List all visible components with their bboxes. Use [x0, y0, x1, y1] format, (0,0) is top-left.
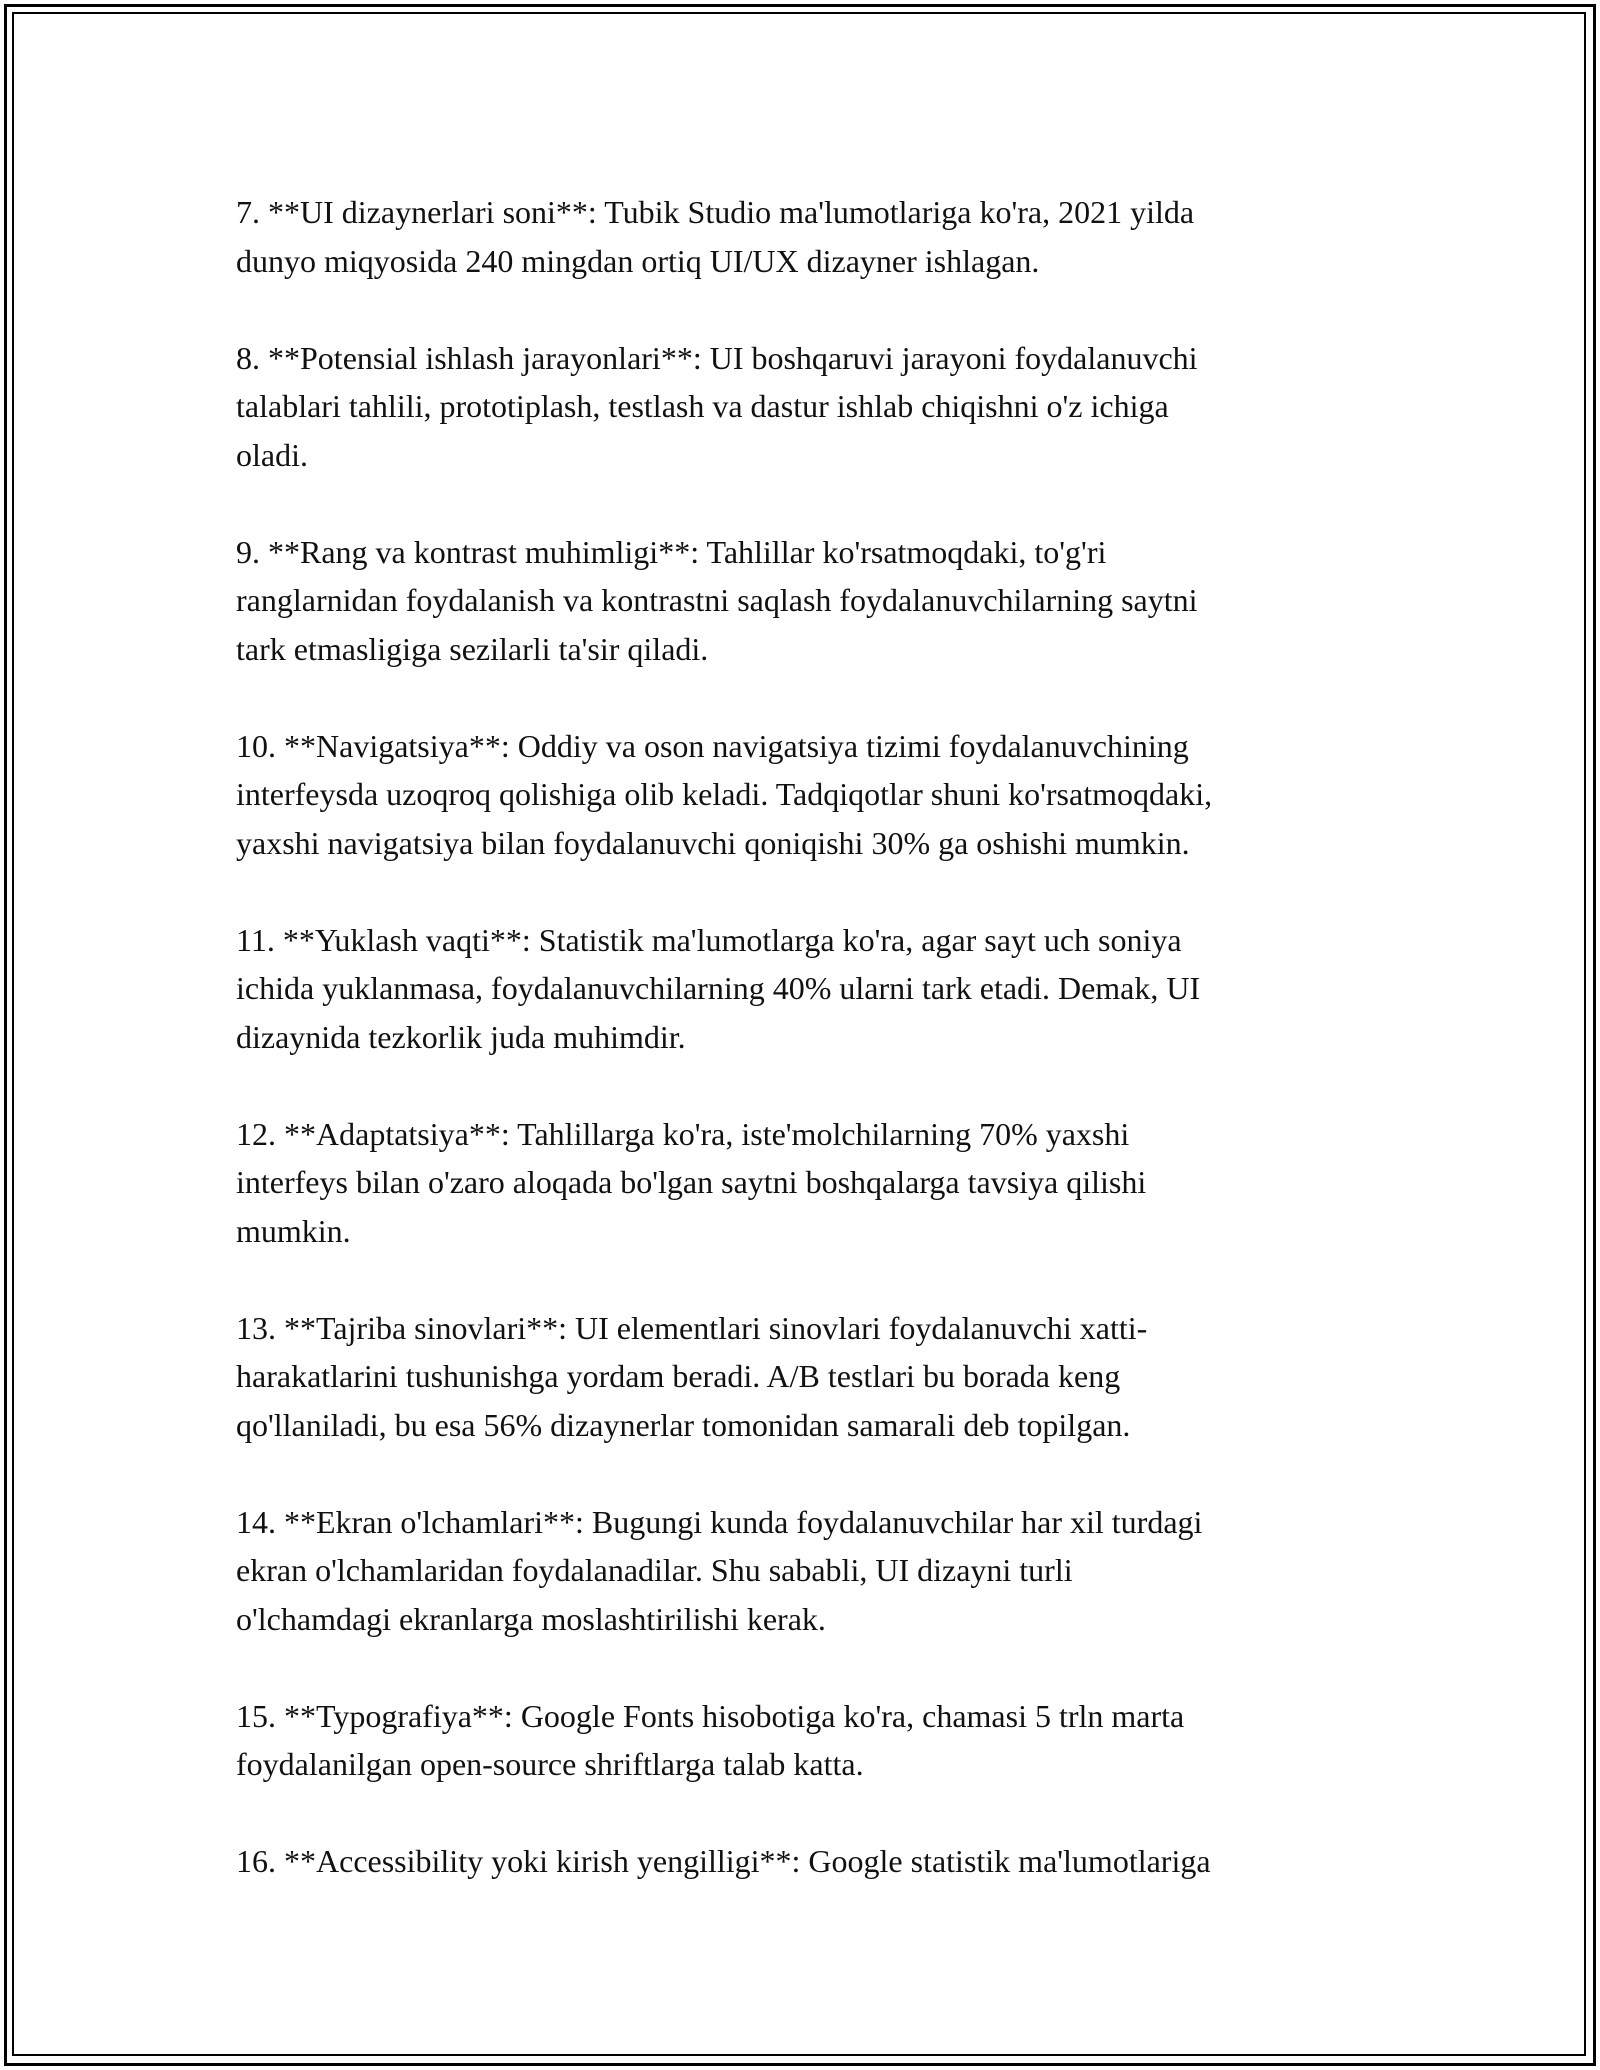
paragraph-item-14: 14. **Ekran o'lchamlari**: Bugungi kunda foydalanuvchilar har xil turdagi ekran o'lchamlaridan foydalanadilar. Shu sababli, UI dizayni turli o'lchamdagi ekranlarga moslashtirilishi kerak.	[236, 1503, 1203, 1637]
paragraph-item-12: 12. **Adaptatsiya**: Tahlillarga ko'ra, iste'molchilarning 70% yaxshi interfeys bilan o'zaro aloqada bo'lgan saytni boshqalarga tavsiya qilishi mumkin.	[236, 1115, 1147, 1249]
paragraph-item-16: 16. **Accessibility yoki kirish yengilligi**: Google statistik ma'lumotlariga	[236, 1843, 1211, 1879]
paragraph-item-15: 15. **Typografiya**: Google Fonts hisobotiga ko'ra, chamasi 5 trln marta foydalanilgan open-source shriftlarga talab katta.	[236, 1697, 1185, 1782]
paragraph-item-10: 10. **Navigatsiya**: Oddiy va oson navigatsiya tizimi foydalanuvchining interfeysda uzoqroq qolishiga olib keladi. Tadqiqotlar shuni ko'rsatmoqdaki, yaxshi navigatsiya bilan foydalanuvchi qoniqishi 30% ga oshishi mumkin.	[236, 727, 1213, 861]
paragraph-item-8: 8. **Potensial ishlash jarayonlari**: UI boshqaruvi jarayoni foydalanuvchi talablari tahlili, prototiplash, testlash va dastur ishlab chiqishni o'z ichiga oladi.	[236, 339, 1198, 473]
document-body	[236, 188, 1386, 1886]
paragraph-item-9: 9. **Rang va kontrast muhimligi**: Tahlillar ko'rsatmoqdaki, to'g'ri ranglarnidan foydalanish va kontrastni saqlash foydalanuvchilarning saytni tark etmasligiga sezilarli ta'sir qiladi.	[236, 533, 1198, 667]
paragraph-item-13: 13. **Tajriba sinovlari**: UI elementlari sinovlari foydalanuvchi xatti- harakatlarini tushunishga yordam beradi. A/B testlari bu borada keng qo'llaniladi, bu esa 56% dizaynerlar tomonidan samarali deb topilgan.	[236, 1309, 1148, 1443]
paragraph-item-11: 11. **Yuklash vaqti**: Statistik ma'lumotlarga ko'ra, agar sayt uch soniya ichida yuklanmasa, foydalanuvchilarning 40% ularni tark etadi. Demak, UI dizaynida tezkorlik juda muhimdir.	[236, 921, 1201, 1055]
paragraph-item-7: 7. **UI dizaynerlari soni**: Tubik Studio ma'lumotlariga ko'ra, 2021 yilda dunyo miqyosida 240 mingdan ortiq UI/UX dizayner ishlagan.	[236, 194, 1195, 279]
